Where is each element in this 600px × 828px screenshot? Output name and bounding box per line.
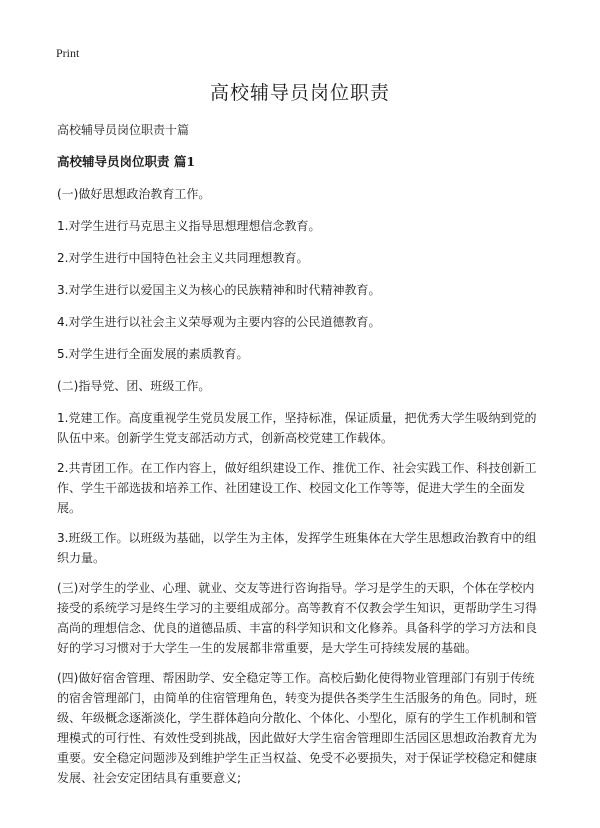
- paragraph-item-1-1: 1.对学生进行马克思主义指导思想理想信念教育。: [57, 219, 321, 233]
- paragraph-class-work: 3.班级工作。以班级为基础，以学生为主体，发挥学生班集体在大学生思想政治教育中的组织力量。: [57, 531, 537, 565]
- document-body: [57, 120, 545, 798]
- paragraph-section-3: (三)对学生的学业、心理、就业、交友等进行咨询指导。学习是学生的天职，个体在学校内接受的系统学习是终生学习的主要组成部分。高等教育不仅教会学生知识，更帮助学生习得高尚的理想信念、优良的道德品质、丰富的科学知识和文化修养。具备科学的学习方法和良好的学习习惯对于大学生一生的发展都非常重要，是大学生可持续发展的基础。: [57, 581, 538, 655]
- paragraph-section-2: (二)指导党、团、班级工作。: [57, 379, 211, 393]
- paragraph-item-1-4: 4.对学生进行以社会主义荣辱观为主要内容的公民道德教育。: [57, 315, 381, 329]
- paragraph-youth-league-work: 2.共青团工作。在工作内容上，做好组织建设工作、推优工作、社会实践工作、科技创新工作、学生干部选拔和培养工作、社团建设工作、校园文化工作等等，促进大学生的全面发展。: [57, 461, 537, 515]
- paragraph-item-1-3: 3.对学生进行以爱国主义为核心的民族精神和时代精神教育。: [57, 283, 381, 297]
- paragraph-item-1-5: 5.对学生进行全面发展的素质教育。: [57, 347, 249, 361]
- paragraph-section-4: (四)做好宿舍管理、帮困助学、安全稳定等工作。高校后勤化使得物业管理部门有别于传统的宿舍管理部门，由简单的住宿管理角色，转变为提供各类学生生活服务的角色。同时，班级、年级概念逐渐淡化，学生群体趋向分散化、个体化、小型化，原有的学生工作机制和管理模式的可行性、有效性受到挑战，因此做好大学生宿舍管理即生活园区思想政治教育尤为重要。安全稳定问题涉及到维护学生正当权益、免受不必要损失，对于保证学校稳定和健康发展、社会安定团结具有重要意义;: [57, 671, 538, 785]
- section-heading: 高校辅导员岗位职责 篇1: [57, 154, 196, 169]
- print-link[interactable]: Print: [56, 46, 80, 60]
- paragraph-section-1: (一)做好思想政治教育工作。: [57, 187, 211, 201]
- paragraph-party-work: 1.党建工作。高度重视学生党员发展工作，坚持标准，保证质量，把优秀大学生吸纳到党的队伍中来。创新学生党支部活动方式，创新高校党建工作载体。: [57, 411, 537, 445]
- paragraph-item-1-2: 2.对学生进行中国特色社会主义共同理想教育。: [57, 251, 309, 265]
- page-title: 高校辅导员岗位职责: [209, 82, 390, 104]
- document-subtitle: 高校辅导员岗位职责十篇: [57, 123, 190, 137]
